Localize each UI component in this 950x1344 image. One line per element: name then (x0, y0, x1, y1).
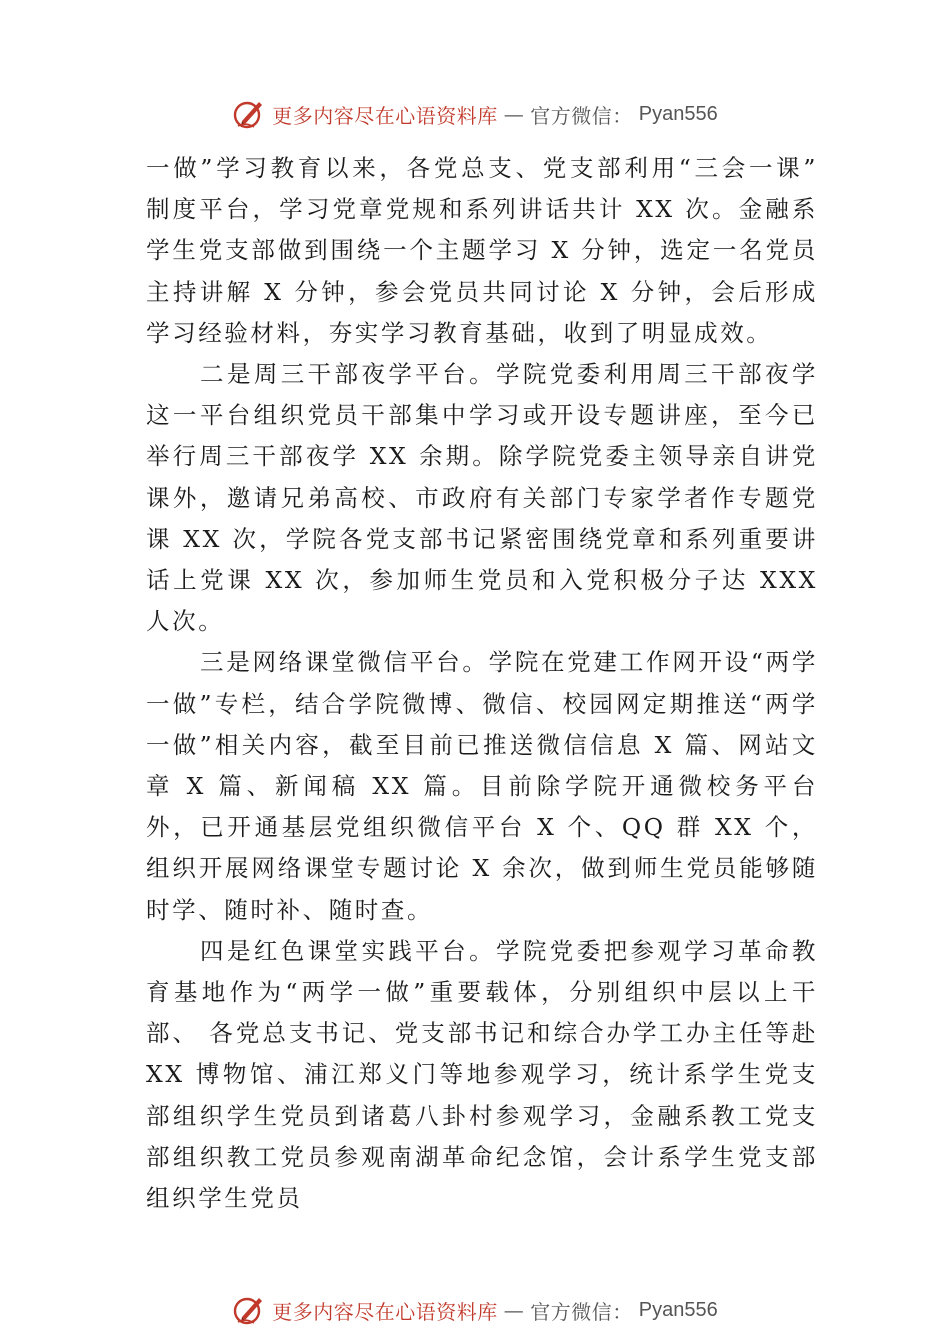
banner-contact-id: Pyan556 (638, 1298, 718, 1321)
footer-banner (0, 1290, 950, 1330)
banner-dash: — (503, 102, 525, 126)
banner-contact-label: 官方微信： (530, 103, 633, 128)
banner-brand-text: 更多内容尽在心语资料库 (272, 1299, 498, 1324)
banner-dash: — (503, 1298, 525, 1322)
banner-contact-id: Pyan556 (638, 102, 718, 125)
paragraph-online-classroom: 三是网络课堂微信平台。学院在党建工作网开设“两学一做”专栏，结合学院微博、微信、校园网定期推送“两学一做”相关内容，截至目前已推送微信信息 X 篇、网站文章 X 篇、新闻稿 XX 篇。目前除学院开通微校务平台外，已开通基层党组织微信平台 X 个、QQ 群 XX 个，组织开展网络课堂专题讨论 X 余次，做到师生党员能够随时学、随时补、随时查。 (146, 648, 818, 924)
pen-logo-icon (232, 1293, 266, 1327)
pen-logo-icon (232, 97, 266, 131)
header-banner (0, 94, 950, 134)
banner-contact-label: 官方微信： (530, 1299, 633, 1324)
paragraph-red-classroom: 四是红色课堂实践平台。学院党委把参观学习革命教育基地作为“两学一做”重要载体，分别组织中层以上干部、 各党总支书记、党支部书记和综合办学工办主任等赴 XX 博物馆、浦江郑义门等地参观学习，统计系学生党支部组织学生党员到诸葛八卦村参观学习，金融系教工党支部组织教工党员参观南湖革命纪念馆，会计系学生党支部组织学生党员 (146, 936, 818, 1213)
banner-brand-text: 更多内容尽在心语资料库 (272, 103, 498, 128)
paragraph-wednesday-night-study: 二是周三干部夜学平台。学院党委利用周三干部夜学这一平台组织党员干部集中学习或开设专题讲座，至今已举行周三干部夜学 XX 余期。除学院党委主领导亲自讲党课外，邀请兄弟高校、市政府有关部门专家学者作专题党课 XX 次，学院各党支部书记紧密围绕党章和系列重要讲话上党课 XX 次，参加师生党员和入党积极分子达 XXX 人次。 (146, 360, 818, 636)
paragraph-continuation: 一做”学习教育以来，各党总支、党支部利用“三会一课” 制度平台，学习党章党规和系列讲话共计 XX 次。金融系学生党支部做到围绕一个主题学习 X 分钟，选定一名党员主持讲解 X 分钟，参会党员共同讨论 X 分钟，会后形成学习经验材料，夯实学习教育基础，收到了明显成效。 (146, 154, 818, 347)
document-body (146, 148, 818, 1219)
